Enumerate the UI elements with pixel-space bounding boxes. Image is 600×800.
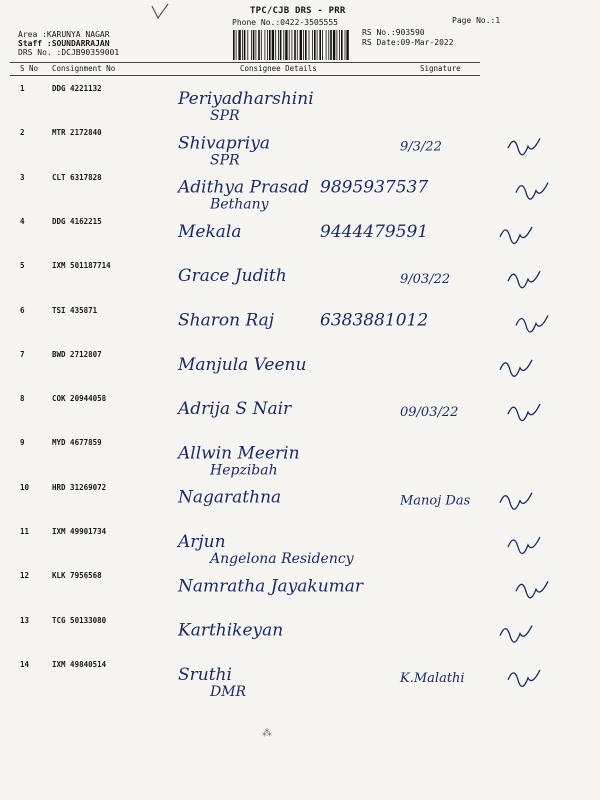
consignment-number: DDG 4162215 (52, 216, 102, 226)
serial-number: 9 (20, 438, 25, 448)
barcode-bar (292, 30, 293, 60)
barcode-bar (309, 30, 310, 60)
header-info (18, 30, 119, 57)
column-header (0, 62, 600, 76)
barcode-bar (341, 30, 343, 60)
consignment-number: IXM 501187714 (52, 261, 111, 271)
barcode-bar (244, 30, 246, 60)
barcode-bar (238, 30, 240, 60)
barcode-bar (312, 30, 313, 60)
serial-number: 10 (20, 482, 30, 492)
barcode-bar (272, 30, 274, 60)
barcode-bar (285, 30, 287, 60)
serial-number: 12 (20, 571, 30, 581)
barcode-bar (333, 30, 335, 60)
check-mark-icon (150, 2, 170, 22)
consignee-phone: 6383881012 (320, 310, 429, 331)
consignee-name: Mekala (178, 221, 242, 242)
serial-number: 11 (20, 527, 30, 536)
barcode-bar (261, 30, 262, 60)
table-row (0, 306, 600, 350)
consignee-name: Sharon Raj (178, 310, 275, 331)
table-row (0, 173, 600, 217)
col-signature: Signature (420, 64, 461, 73)
consignee-detail: Bethany (210, 196, 269, 213)
serial-number: 14 (20, 659, 30, 669)
consignee-name: Manjula Veenu (178, 354, 307, 375)
table-row (0, 616, 600, 660)
barcode-bar (345, 30, 346, 60)
consignment-number: HRD 31269072 (52, 482, 107, 492)
serial-number: 4 (20, 216, 25, 226)
barcode-bar (247, 30, 248, 60)
barcode-bar (322, 30, 323, 60)
consignment-number: MYD 4677859 (52, 438, 102, 448)
barcode-bar (251, 30, 252, 60)
serial-number: 6 (20, 305, 25, 315)
rs-info (362, 28, 454, 48)
consignment-number: TCG 50133080 (52, 615, 107, 625)
consignee-name: Namratha Jayakumar (178, 576, 364, 597)
table-row (0, 438, 600, 482)
rs-number: RS No.:903590 (362, 28, 425, 37)
barcode-bar (275, 30, 276, 60)
table-row (0, 483, 600, 527)
barcode-bar (242, 30, 243, 60)
col-sno: S No (20, 64, 39, 73)
barcode-bar (337, 30, 338, 60)
barcode-bar (339, 30, 340, 60)
consignee-detail: DMR (210, 683, 247, 700)
consignment-number: BWD 2712807 (52, 349, 102, 359)
sheet-title: TPC/CJB DRS - PRR (250, 6, 346, 16)
delivery-signature-note: 9/03/22 (400, 272, 451, 288)
footer-mark: ⁂ (262, 728, 272, 739)
barcode-bar (258, 30, 260, 60)
barcode-bar (269, 30, 271, 60)
consignee-detail: SPR (210, 152, 240, 169)
consignee-phone: 9444479591 (320, 221, 429, 242)
barcode-bar (265, 30, 266, 60)
table-row (0, 84, 600, 128)
col-consignee: Consignee Details (240, 64, 317, 73)
consignee-detail: SPR (210, 108, 240, 124)
consignment-number: MTR 2172840 (52, 128, 102, 138)
barcode-bar (283, 30, 284, 60)
consignee-name: Grace Judith (178, 266, 287, 287)
barcode-bar (300, 30, 302, 60)
barcode-bar (236, 30, 237, 60)
delivery-signature-note: 9/3/22 (400, 139, 442, 155)
barcode-bar (305, 30, 307, 60)
consignee-name: Adrija S Nair (178, 399, 292, 420)
barcode-bar (294, 30, 296, 60)
barcode-bar (328, 30, 329, 60)
table-row (0, 660, 600, 704)
barcode-bar (303, 30, 304, 60)
table-row (0, 527, 600, 571)
barcode-bar (346, 30, 348, 60)
barcode-bar (330, 30, 332, 60)
serial-number: 2 (20, 128, 25, 138)
barcode-bar (280, 30, 282, 60)
barcode-bar (256, 30, 257, 60)
barcode-bar (253, 30, 255, 60)
barcode-bar (297, 30, 298, 60)
phone-number: Phone No.:0422-3505555 (232, 18, 338, 27)
consignee-name: Karthikeyan (178, 620, 284, 641)
serial-number: 13 (20, 615, 30, 625)
staff-label: Staff :SOUNDARRAJAN (18, 39, 110, 48)
consignment-number: CLT 6317828 (52, 172, 102, 182)
consignee-name: Allwin Meerin (178, 443, 300, 464)
consignment-number: KLK 7956568 (52, 571, 102, 581)
barcode-bar (319, 30, 321, 60)
consignee-name: Arjun (178, 532, 226, 552)
delivery-signature-note: 09/03/22 (400, 405, 459, 421)
table-row (0, 128, 600, 172)
barcode-bar (233, 30, 235, 60)
header-rule-bottom (10, 75, 480, 76)
consignee-name: Periyadharshini (178, 89, 314, 109)
serial-number: 3 (20, 172, 25, 182)
consignment-number: COK 20944058 (52, 394, 107, 404)
consignment-number: DDG 4221132 (52, 84, 102, 93)
table-row (0, 394, 600, 438)
barcode-bar (326, 30, 327, 60)
consignee-name: Adithya Prasad (178, 177, 309, 198)
consignment-number: TSI 435871 (52, 305, 98, 315)
delivery-signature-note: Manoj Das (400, 493, 471, 509)
barcode-bar (317, 30, 318, 60)
barcode-bar (289, 30, 290, 60)
rs-date: RS Date:09-Mar-2022 (362, 38, 454, 47)
table-row (0, 571, 600, 615)
consignee-name: Nagarathna (178, 487, 282, 508)
consignee-detail: Angelona Residency (210, 551, 354, 567)
table-row (0, 217, 600, 261)
consignment-number: IXM 49840514 (52, 659, 107, 669)
serial-number: 5 (20, 261, 25, 271)
col-consignment: Consignment No (52, 64, 116, 73)
consignment-number: IXM 49901734 (52, 527, 107, 536)
barcode-bar (267, 30, 268, 60)
consignee-name: Sruthi (178, 664, 232, 685)
page-number: Page No.:1 (452, 16, 501, 25)
delivery-signature-note: K.Malathi (400, 670, 465, 686)
area-label: Area :KARUNYA NAGAR (18, 30, 110, 39)
consignee-phone: 9895937537 (320, 177, 429, 198)
table-row (0, 350, 600, 394)
barcode-bar (314, 30, 316, 60)
drs-number: DRS No. :DCJB90359001 (18, 48, 120, 57)
serial-number: 1 (20, 84, 25, 93)
consignee-detail: Hepzibah (210, 462, 278, 479)
serial-number: 8 (20, 394, 25, 404)
barcode-image (232, 30, 350, 60)
barcode-bar (278, 30, 279, 60)
consignee-name: Shivapriya (178, 133, 270, 154)
serial-number: 7 (20, 349, 25, 359)
table-row (0, 261, 600, 305)
